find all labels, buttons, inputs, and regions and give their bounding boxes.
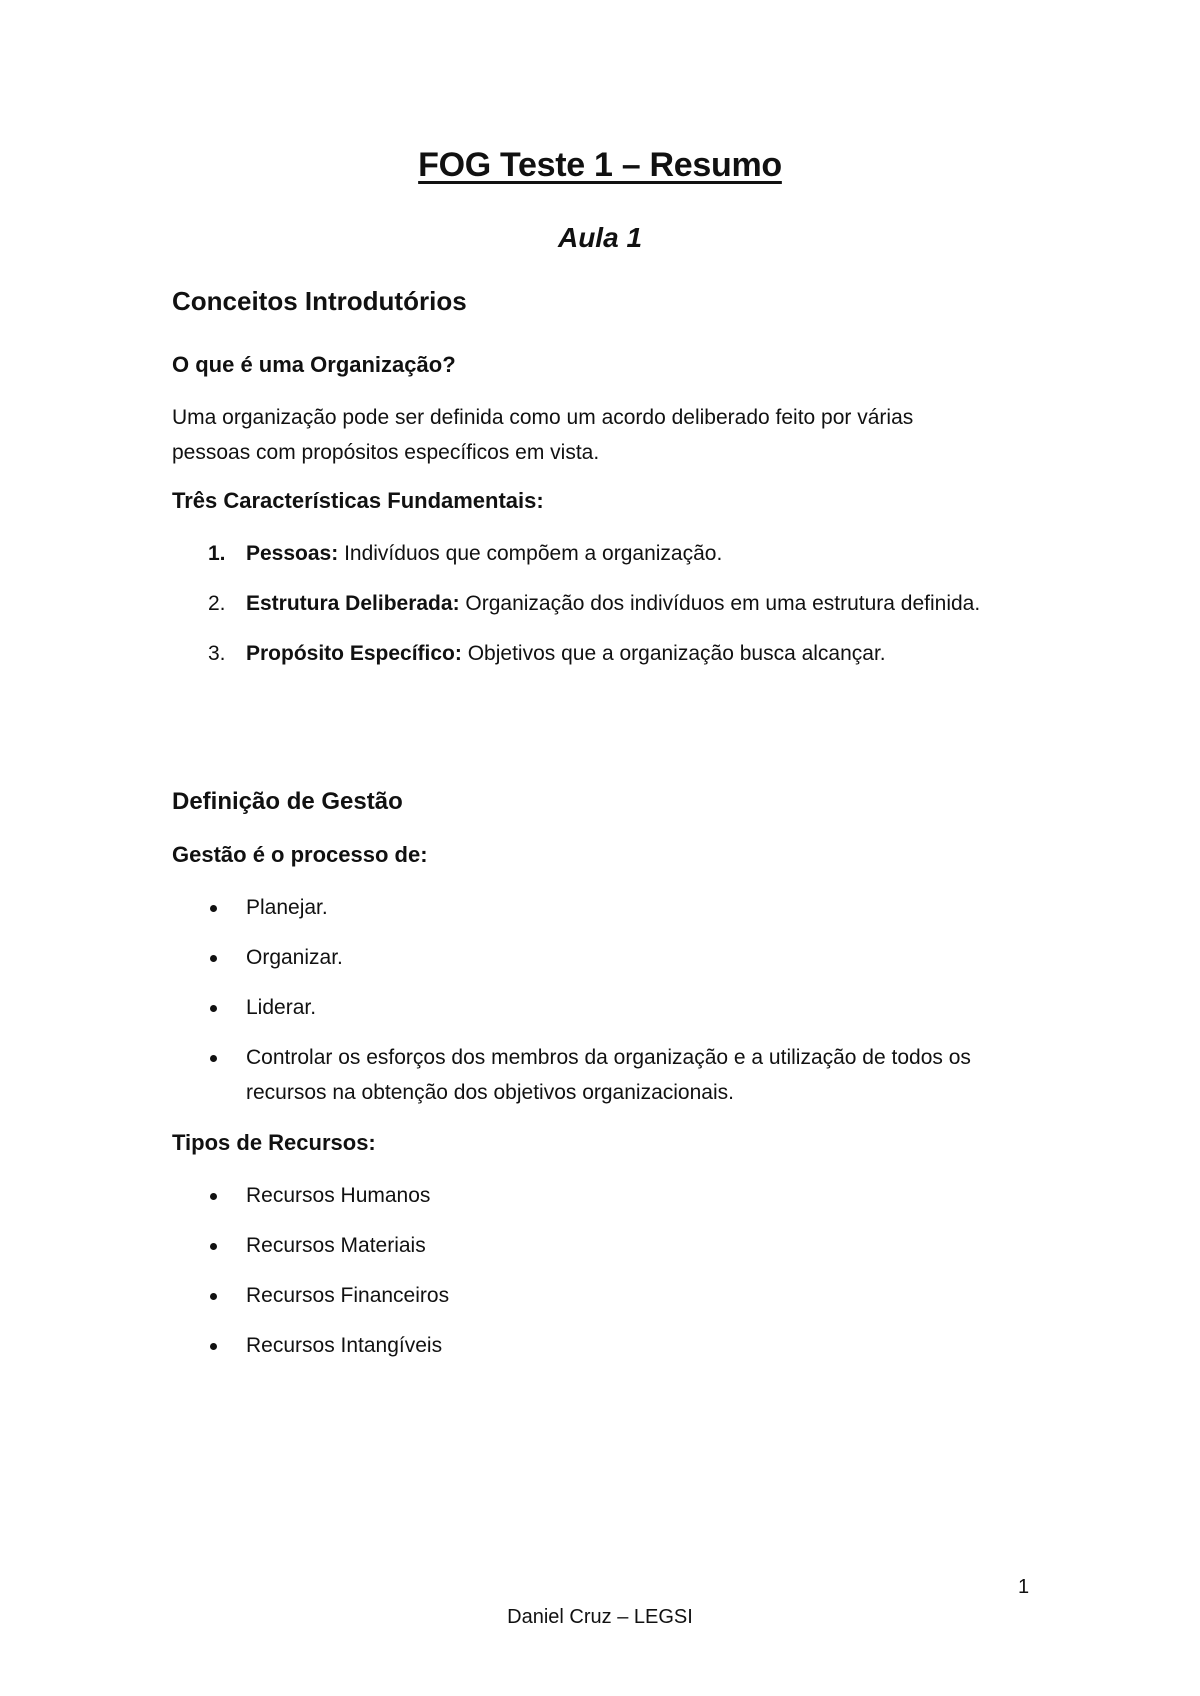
bullet-icon xyxy=(210,1005,217,1012)
section-heading-concepts: Conceitos Introdutórios xyxy=(172,286,467,316)
organization-definition xyxy=(172,400,1032,470)
subheading-what-is-organization: O que é uma Organização? xyxy=(172,352,456,377)
resource-types-list xyxy=(172,1178,1052,1378)
list-number: 3. xyxy=(208,642,226,665)
document-subtitle: Aula 1 xyxy=(557,222,643,253)
page-footer: Daniel Cruz – LEGSI xyxy=(507,1606,693,1628)
list-item xyxy=(172,940,1052,975)
subheading-characteristics: Três Características Fundamentais: xyxy=(172,488,544,513)
list-text: Organizar. xyxy=(246,946,343,969)
list-term: Pessoas: xyxy=(246,542,339,565)
list-term: Estrutura Deliberada: xyxy=(246,592,460,615)
list-text: Liderar. xyxy=(246,996,317,1019)
list-number: 1. xyxy=(208,542,226,565)
list-item xyxy=(172,1178,1052,1213)
bullet-icon xyxy=(210,1243,217,1250)
list-text: Indivíduos que compõem a organização. xyxy=(338,542,723,565)
list-item xyxy=(172,636,1052,671)
definition-line-2: pessoas com propósitos específicos em vista. xyxy=(172,441,600,464)
list-text: Recursos Humanos xyxy=(246,1184,431,1207)
list-item xyxy=(172,1040,1052,1110)
list-text: Organização dos indivíduos em uma estrutura definida. xyxy=(459,592,981,615)
bullet-icon xyxy=(210,1343,217,1350)
characteristics-list xyxy=(172,536,1052,686)
list-text: Objetivos que a organização busca alcançar. xyxy=(461,642,886,665)
management-process-list xyxy=(172,890,1052,1125)
bullet-icon xyxy=(210,955,217,962)
list-text: Planejar. xyxy=(246,896,328,919)
bullet-icon xyxy=(210,1193,217,1200)
list-item xyxy=(172,1278,1052,1313)
definition-line-1: Uma organização pode ser definida como um acordo deliberado feito por várias xyxy=(172,406,914,429)
list-text: Recursos Financeiros xyxy=(246,1284,450,1307)
list-text: Recursos Intangíveis xyxy=(246,1334,443,1357)
page-number: 1 xyxy=(1018,1576,1030,1598)
list-item xyxy=(172,1228,1052,1263)
list-item xyxy=(172,586,1052,621)
bullet-icon xyxy=(210,905,217,912)
list-text: Recursos Materiais xyxy=(246,1234,426,1257)
list-item xyxy=(172,890,1052,925)
bullet-icon xyxy=(210,1293,217,1300)
bullet-icon xyxy=(210,1055,217,1062)
list-item xyxy=(172,990,1052,1025)
list-term: Propósito Específico: xyxy=(246,642,462,665)
list-number: 2. xyxy=(208,592,226,615)
document-title: FOG Teste 1 – Resumo xyxy=(418,146,782,184)
list-item xyxy=(172,1328,1052,1363)
subheading-resource-types: Tipos de Recursos: xyxy=(172,1130,376,1155)
subheading-management-process: Gestão é o processo de: xyxy=(172,842,428,867)
list-item xyxy=(172,536,1052,571)
list-text: Controlar os esforços dos membros da organização e a utilização de todos os recursos na obtenção dos objetivos organizacionais. xyxy=(246,1046,971,1104)
section-heading-management: Definição de Gestão xyxy=(172,788,403,815)
